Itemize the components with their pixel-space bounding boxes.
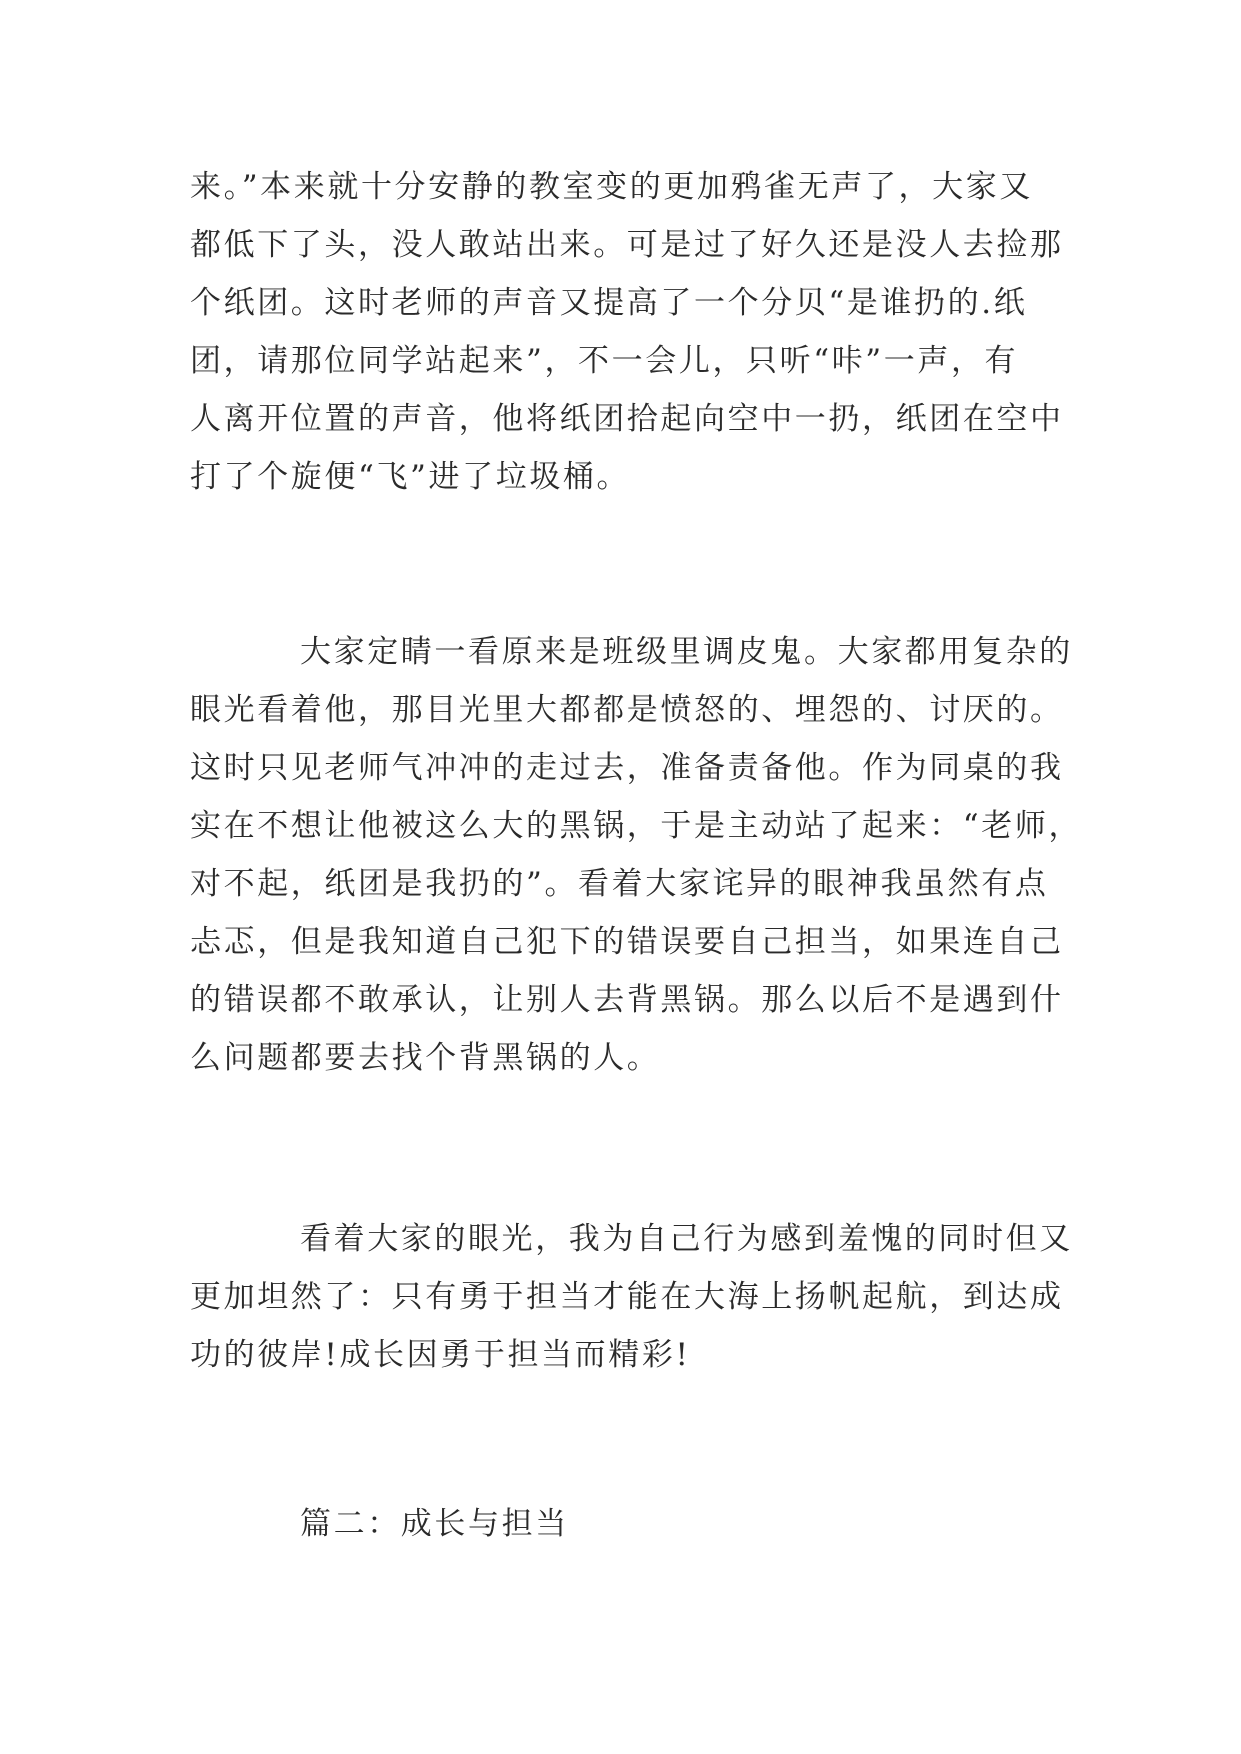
paragraph-line: 么问题都要去找个背黑锅的人。	[190, 1040, 661, 1076]
paragraph-line: 忐忑，但是我知道自己犯下的错误要自己担当，如果连自己	[190, 924, 1064, 960]
paragraph-1	[190, 158, 1070, 506]
paragraph-3	[190, 1210, 1073, 1384]
paragraph-line: 大家定睛一看原来是班级里调皮鬼。大家都用复杂的	[300, 634, 1073, 670]
paragraph-line: 看着大家的眼光，我为自己行为感到羞愧的同时但又	[300, 1221, 1073, 1257]
paragraph-line: 人离开位置的声音，他将纸团拾起向空中一扔，纸团在空中	[190, 401, 1064, 437]
paragraph-line: 打了个旋便“飞”进了垃圾桶。	[190, 459, 631, 495]
paragraph-line: 对不起，纸团是我扔的”。看着大家诧异的眼神我虽然有点	[190, 866, 1049, 902]
paragraph-line: 更加坦然了：只有勇于担当才能在大海上扬帆起航，到达成	[190, 1279, 1064, 1315]
paragraph-line: 实在不想让他被这么大的黑锅，于是主动站了起来：“老师，	[190, 808, 1083, 844]
paragraph-line: 的错误都不敢承认，让别人去背黑锅。那么以后不是遇到什	[190, 982, 1064, 1018]
paragraph-line: 眼光看着他，那目光里大都都是愤怒的、埋怨的、讨厌的。	[190, 692, 1064, 728]
paragraph-line: 团，请那位同学站起来”，不一会儿，只听“咔”一声，有	[190, 343, 1019, 379]
section-heading-text: 篇二：成长与担当	[300, 1506, 569, 1542]
section-heading	[190, 1495, 1070, 1553]
paragraph-2	[190, 623, 1083, 1087]
paragraph-line: 都低下了头，没人敢站出来。可是过了好久还是没人去捡那	[190, 227, 1064, 263]
paragraph-line: 功的彼岸!成长因勇于担当而精彩!	[190, 1337, 691, 1373]
paragraph-line: 来。”本来就十分安静的教室变的更加鸦雀无声了，大家又	[190, 169, 1033, 205]
paragraph-line: 个纸团。这时老师的声音又提高了一个分贝“是谁扔的.纸	[190, 285, 1028, 321]
paragraph-line: 这时只见老师气冲冲的走过去，准备责备他。作为同桌的我	[190, 750, 1064, 786]
